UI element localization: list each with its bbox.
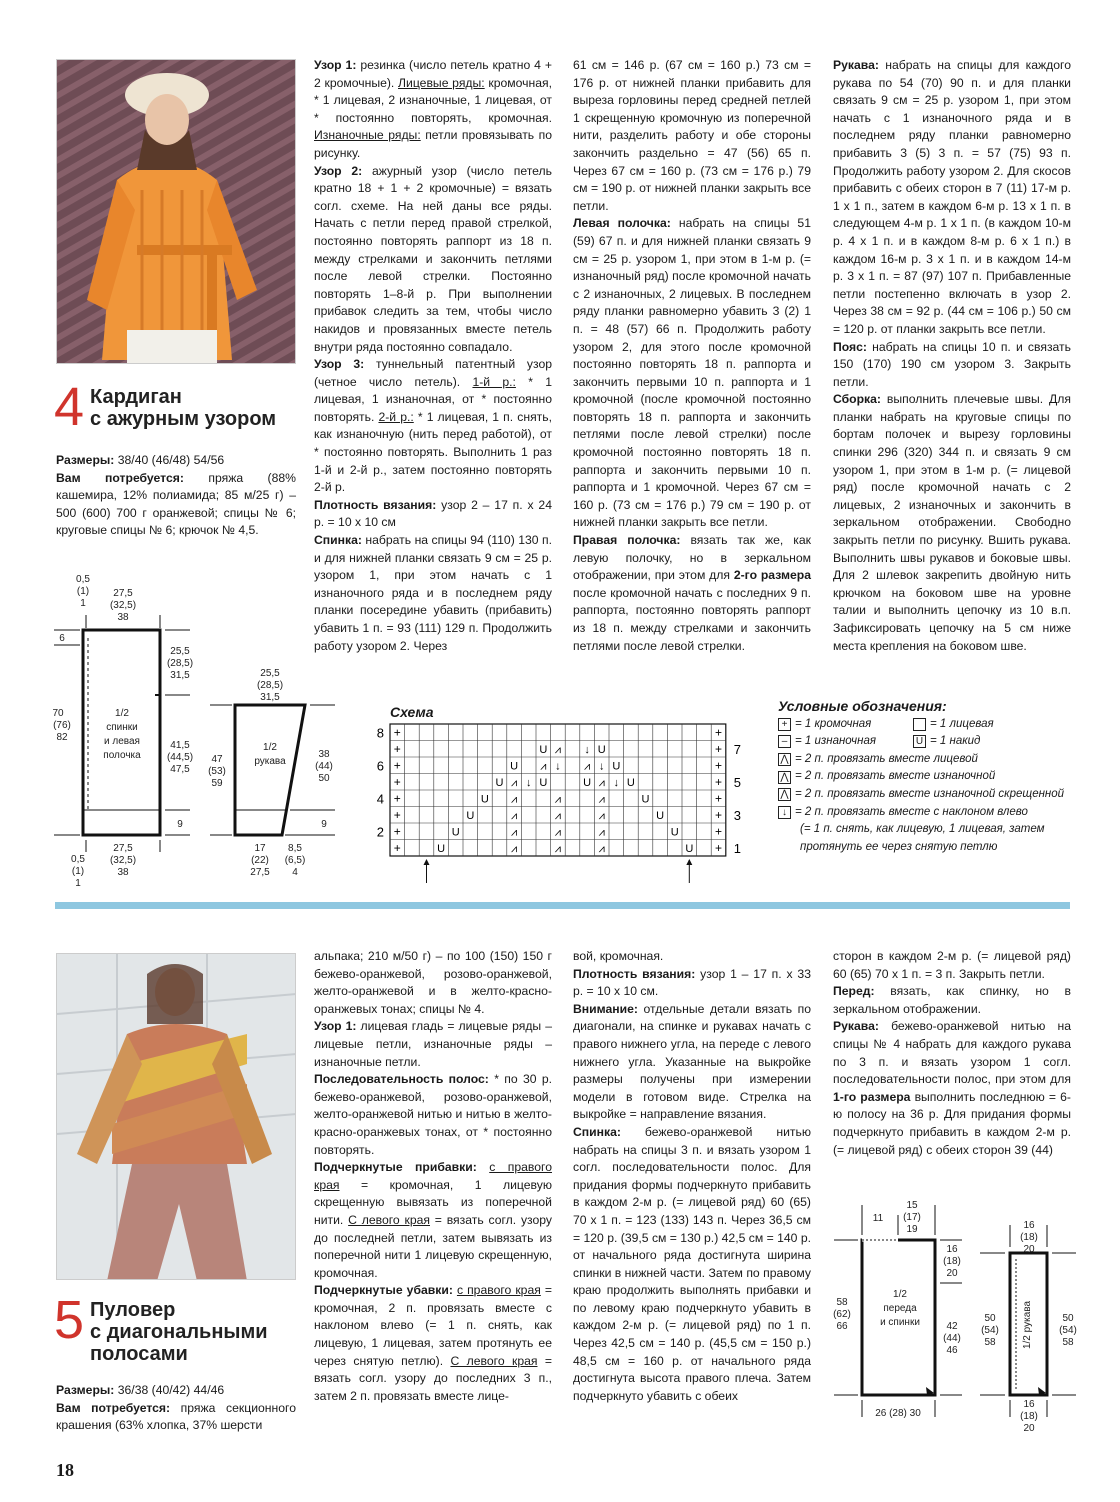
- article-4-number: 4: [54, 377, 85, 437]
- sleeves-text-5b: выполнить последнюю = 6-ю полосу на 36 р. Для придания формы подчеркнуто прибавить в каждом 2-м р. (= лицевой ряд) с обеих сторон 39 (44): [833, 1089, 1071, 1157]
- chart-stitch-symbol: ⩘: [554, 809, 562, 822]
- dim-b275: 27,5: [113, 843, 133, 854]
- chart-stitch-symbol: U: [451, 826, 460, 839]
- chart-edge-stitch: +: [393, 824, 401, 839]
- chart-stitch-symbol: ⩘: [554, 842, 562, 855]
- dim-20: 20: [946, 1268, 958, 1279]
- uzor3-text-b: * 1 лицевая, 1 изнаночная, от * постоянно повторять.: [314, 374, 552, 424]
- uzor3-row2: 2-й р.:: [378, 409, 414, 424]
- stitch-chart: [365, 718, 765, 883]
- back-text-cont: 61 см = 146 р. (67 см = 160 р.) 73 см = 176 р. от нижней планки прибавить для выреза горловины перед средней петлей 1 скрещенную кромочную из поперечной нити, разделить работу и обе стороны закончить раздельно = 47 (56) 65 п. Через 67 см = 160 р. (73 см = 176 р.) 79 см = 190 р. от нижней планки закрыть все петли.: [573, 58, 811, 213]
- chart-edge-stitch: +: [714, 824, 723, 839]
- chart-stitch-symbol: ⩘: [598, 842, 605, 855]
- purl-stitch-icon: –: [778, 735, 791, 748]
- chart-row-number: 7: [733, 741, 742, 757]
- sizes-value: 38/40 (46/48) 54/56: [114, 453, 225, 467]
- chart-row-number: 4: [376, 791, 384, 807]
- chart-stitch-symbol: ⩘: [583, 760, 591, 773]
- dim-19: 19: [906, 1224, 918, 1235]
- dim-315: 31,5: [170, 670, 190, 681]
- uzor2-text: ажурный узор (число петель кратно 18 + 1 + 2 кромочные) = вязать согл. схеме. На ней даны все ряды. Начать с петли перед правой стрелкой, постоянно повторять раппорт из 18 п. между стрелками и закончить петлями после левой стрелки. Постоянно повторять 1–8-й р. При выполнении прибавок следить за тем, чтобы число накидов и провязанных вместе петель внутри ряда постоянно совпадало.: [314, 163, 552, 354]
- sleeve-label-1: 1/2: [263, 742, 277, 753]
- chart-row-number: 8: [376, 725, 384, 741]
- chart-edge-stitch: +: [393, 725, 401, 740]
- back-label-2: спинки: [106, 722, 138, 733]
- dim-42: 42: [946, 1321, 958, 1332]
- uzor1-text-5: лицевая гладь = лицевые ряды – лицевые петли, изнаночные ряды – изнаночные петли.: [314, 1019, 552, 1069]
- chart-stitch-symbol: U: [495, 776, 504, 789]
- decreases-label: Подчеркнутые убавки:: [314, 1283, 453, 1298]
- dim-26: 26 (28) 30: [875, 1408, 921, 1419]
- dim-70: 70: [52, 708, 64, 719]
- legend-k2tog: = 2 п. провязать вместе лицевой: [795, 752, 978, 765]
- chart-stitch-symbol: ⩘: [510, 776, 518, 789]
- dim-t16: 16: [1023, 1220, 1035, 1231]
- dim-b18: (18): [1020, 1411, 1038, 1422]
- dim-15: 15: [906, 1200, 918, 1211]
- chart-row-number: 5: [733, 774, 742, 790]
- chart-row-number: 2: [376, 824, 384, 840]
- chart-stitch-symbol: ⩘: [510, 826, 518, 839]
- dim-17b: (17): [903, 1212, 921, 1223]
- chart-stitch-symbol: U: [466, 809, 475, 822]
- uzor1-rs: Лицевые ряды:: [398, 75, 485, 90]
- dim-b325: (32,5): [109, 855, 137, 866]
- dim-s50: 50: [318, 773, 330, 784]
- needs-cont: альпака; 210 м/50 г) – по 100 (150) 150 г бежево-оранжевой, розово-оранжевой, желто-оранжевой и в желто-красно-оранжевых тонах; спицы № 4.: [314, 949, 552, 1016]
- dim-4: 4: [292, 867, 298, 878]
- increases-right: с правого края: [314, 1160, 552, 1192]
- chart-stitch-symbol: ⩘: [554, 793, 562, 806]
- chart-stitch-symbol: U: [597, 743, 606, 756]
- dim-255: 25,5: [170, 646, 190, 657]
- right-front-size: 2-го размера: [733, 568, 811, 583]
- density-label-5: Плотность вязания:: [573, 966, 696, 981]
- sleeve-label-2: рукава: [254, 756, 286, 767]
- dim-t20: 20: [1023, 1244, 1035, 1255]
- dim-62: (62): [833, 1309, 851, 1320]
- chart-stitch-symbol: ↓: [555, 760, 561, 773]
- dim-50: 50: [984, 1313, 996, 1324]
- density-text: узор 2 – 17 п. х 24 р. = 10 х 10 см: [314, 497, 552, 530]
- dim-54: (54): [981, 1325, 999, 1336]
- front-label-3: и спинки: [880, 1317, 920, 1328]
- article-4-column-4: [833, 57, 1071, 655]
- dim-66: 66: [836, 1321, 848, 1332]
- dim-16: 16: [946, 1244, 958, 1255]
- chart-edge-stitch: +: [393, 791, 401, 806]
- increases-text: = кромочная, 1 лицевую скрещенную вывязать из поперечной нити.: [314, 1177, 552, 1227]
- chart-edge-stitch: +: [714, 758, 723, 773]
- pullover-schematic: [830, 1195, 1080, 1435]
- chart-title: Схема: [390, 704, 434, 720]
- increases-text-b: = вязать согл. узору до последней петли, затем вывязать из поперечной нити 1 лицевую скрещенную, кромочная.: [314, 1212, 553, 1280]
- chart-row-number: 1: [733, 840, 742, 856]
- left-front-label: Левая полочка:: [573, 216, 671, 231]
- sizes-label: Размеры:: [56, 453, 115, 467]
- legend-skp-note-1: (= 1 п. снять, как лицевую, 1 лицевая, затем: [800, 823, 1045, 836]
- yarn-over-icon: U: [913, 735, 926, 748]
- chart-stitch-symbol: U: [641, 793, 650, 806]
- article-4-title-line1: Кардиган: [90, 386, 182, 408]
- chart-stitch-symbol: ↓: [525, 776, 532, 789]
- dim-59: 59: [211, 778, 223, 789]
- dim-1b: 1: [80, 598, 86, 609]
- dim-s38: 38: [318, 749, 330, 760]
- chart-stitch-symbol: U: [656, 809, 665, 822]
- chart-stitch-symbol: U: [626, 776, 635, 789]
- section-divider: [55, 902, 1070, 909]
- uzor1-text-c: петли провязывать по рисунку.: [314, 128, 552, 160]
- chart-stitch-symbol: U: [437, 842, 446, 855]
- belt-label: Пояс:: [833, 339, 867, 354]
- back-label-1: 1/2: [115, 708, 129, 719]
- front-text: вязать, как спинку, но в зеркальном отображении.: [833, 984, 1071, 1016]
- dim-44: (44): [943, 1333, 961, 1344]
- chart-edge-stitch: +: [393, 741, 401, 756]
- chart-stitch-symbol: U: [583, 776, 592, 789]
- chart-stitch-symbol: ⩘: [554, 743, 562, 756]
- k2tog-icon: ⋀: [778, 753, 791, 766]
- chart-stitch-symbol: ⩘: [598, 826, 605, 839]
- dim-11: 11: [872, 1213, 884, 1224]
- p2tog-icon: ⋀: [778, 771, 791, 784]
- sizes-value-5: 36/38 (40/42) 44/46: [114, 1383, 225, 1397]
- cardigan-photo: [56, 59, 296, 364]
- article-4-title-line2: с ажурным узором: [90, 408, 277, 430]
- legend-p2tog: = 2 п. провязать вместе изнаночной: [795, 770, 996, 783]
- chart-stitch-symbol: ⩘: [510, 842, 518, 855]
- sequence-label: Последовательность полос:: [314, 1072, 489, 1087]
- note-label: Внимание:: [573, 1001, 638, 1016]
- dim-b16: 16: [1023, 1399, 1035, 1410]
- dim-r50: 50: [1062, 1313, 1074, 1324]
- note-text: отдельные детали вязать по диагонали, на спинке и рукавах начать с правого нижнего угла, на переде с левого нижнего угла. Указанные на выкройке размеры получены при измерении модели в готовом виде. Стрелка на выкройке = направление вязания.: [573, 1001, 811, 1122]
- article-5-number: 5: [54, 1290, 85, 1350]
- front-label-1: 1/2: [893, 1289, 907, 1300]
- needs-value: пряжа (88% кашемира, 12% полиамида; 85 м/25 г) – 500 (600) 700 г оранжевой; спицы № 6; круговые спицы № 6; крючок № 4,5.: [56, 470, 296, 538]
- legend: [778, 698, 1078, 856]
- article-4-column-3: [573, 57, 811, 655]
- legend-purl: = 1 изнаночная: [795, 735, 876, 748]
- chart-edge-stitch: +: [393, 758, 401, 773]
- dim-475: 47,5: [170, 764, 190, 775]
- chart-stitch-symbol: ⩘: [598, 776, 605, 789]
- right-front-text: вязать так же, как левую полочку, но в зеркальном отображении, при этом для: [573, 533, 812, 583]
- chart-edge-stitch: +: [393, 840, 401, 855]
- chart-edge-stitch: +: [714, 840, 723, 855]
- density-text-5: узор 1 – 17 п. х 33 р. = 10 х 10 см.: [573, 966, 811, 999]
- chart-stitch-symbol: ↓: [613, 776, 620, 789]
- chart-stitch-symbol: U: [670, 826, 679, 839]
- chart-stitch-symbol: ↓: [584, 743, 590, 756]
- legend-title: Условные обозначения:: [778, 698, 947, 714]
- article-5-title-line2: с диагональными: [90, 1321, 268, 1343]
- sleeves-label-5: Рукава:: [833, 1019, 879, 1034]
- sizes-label-5: Размеры:: [56, 1383, 115, 1397]
- legend-skp-note-2: протянуть ее через снятую петлю: [800, 840, 998, 853]
- dim-b20: 20: [1023, 1423, 1035, 1434]
- dim-47: 47: [211, 754, 223, 765]
- sleeves-size: 1-го размера: [833, 1089, 911, 1104]
- dim-s285: (28,5): [256, 680, 284, 691]
- dim-b05: 0,5: [71, 854, 85, 865]
- dim-s255: 25,5: [260, 668, 280, 679]
- chart-edge-stitch: +: [714, 725, 723, 740]
- back-label-5: Спинка:: [573, 1124, 621, 1139]
- dim-46: 46: [946, 1345, 958, 1356]
- needs-value-5: пряжа секционного крашения (63% хлопка, 37% шерсти: [56, 1400, 296, 1433]
- article-4-title: [54, 377, 277, 437]
- article-5-title-line3: полосами: [90, 1343, 188, 1365]
- article-5-column-2: [314, 948, 552, 1405]
- dim-22: (22): [251, 855, 269, 866]
- uzor3-text: туннельный патентный узор (четное число петель).: [314, 357, 553, 389]
- chart-stitch-symbol: ⩘: [598, 793, 605, 806]
- legend-yo: = 1 накид: [930, 735, 981, 748]
- dim-325: (32,5): [109, 600, 137, 611]
- front-label: Перед:: [833, 984, 875, 999]
- dim-b38: 38: [117, 867, 129, 878]
- legend-skp: = 2 п. провязать вместе с наклоном влево: [795, 805, 1028, 818]
- sleeves-label: Рукава:: [833, 58, 879, 72]
- p2tog-tbl-icon: ⋀: [778, 788, 791, 801]
- article-5-materials: [56, 1382, 296, 1435]
- dim-65: (6,5): [284, 855, 306, 866]
- chart-stitch-symbol: ⩘: [510, 793, 518, 806]
- left-front-text: набрать на спицы 51 (59) 67 п. и для нижней планки связать 9 см = 25 р. узором 1, при этом в 1-м р. (= изнаночный ряд) после кромочной начать с 2 изнаночных, 2 лицевых. В последнем ряду планки равномерно убавить 3 (2) 1 п. = 48 (57) 66 п. Продолжить работу узором 2, для этого после кромочной постоянно повторять 18 п. раппорта и закончить первыми 10 п. раппорта и 1 кромочной (после кромочной постоянно повторять 18 п. раппорта и закончить петлями после левой стрелки) после кромочной постоянно повторять 18 п. раппорта и закончить первыми 10 п. раппорта и 1 кромочной. Через 67 см = 160 р. (73 см = 176 р.) 79 см = 190 р. от нижней планки закрыть все петли.: [573, 216, 811, 530]
- decreases-text: = кромочная, 2 п. провязать вместе с наклоном влево (= 1 п. снять, как лицевую, 1 лицевая, затем протянуть ее через снятую петлю).: [314, 1283, 552, 1368]
- back-cont-5: сторон в каждом 2-м р. (= лицевой ряд) 60 (65) 70 х 1 п. = 3 п. Закрыть петли.: [833, 949, 1071, 981]
- dim-17: 17: [254, 843, 266, 854]
- dim-t18: (18): [1020, 1232, 1038, 1243]
- decreases-text-b: = вязать согл. узору до последних 3 п., затем 2 п. провязать вместе лице-: [314, 1353, 552, 1403]
- sleeve-outline: [235, 705, 305, 835]
- dim-285: (28,5): [166, 658, 194, 669]
- density-label: Плотность вязания:: [314, 497, 437, 512]
- edge-stitch-icon: +: [778, 718, 791, 731]
- cardigan-photo-art: [57, 60, 296, 364]
- dim-58b: 58: [984, 1337, 996, 1348]
- back-label-4: полочка: [103, 750, 141, 761]
- dim-9: 9: [177, 819, 183, 830]
- dim-53: (53): [208, 766, 226, 777]
- dim-r54: (54): [1059, 1325, 1077, 1336]
- back-label-3: и левая: [104, 736, 140, 747]
- needs-label: Вам потребуется:: [56, 470, 184, 485]
- right-front-label: Правая полочка:: [573, 533, 681, 548]
- article-5-column-4: [833, 948, 1071, 1159]
- chart-edge-stitch: +: [393, 774, 401, 789]
- decreases-left: С левого края: [450, 1353, 538, 1368]
- chart-stitch-symbol: ⩘: [540, 760, 547, 773]
- dim-r58: 58: [1062, 1337, 1074, 1348]
- uzor3-text-c: * 1 лицевая, 1 п. снять, как изнаночную (нить перед работой), от * постоянно повторять. Выполнить 1 раз 1-й и 2-й р., затем постоянно повторять 2-й р.: [314, 409, 552, 495]
- dim-38: 38: [117, 612, 129, 623]
- dim-s315: 31,5: [260, 692, 280, 703]
- decreases-right: с правого края: [456, 1283, 541, 1298]
- dim-s9: 9: [321, 819, 327, 830]
- dim-s275: 27,5: [250, 867, 270, 878]
- article-5-title-line1: Пуловер: [90, 1299, 176, 1321]
- chart-edge-stitch: +: [393, 807, 401, 822]
- article-5-title: [54, 1290, 268, 1365]
- increases-label: Подчеркнутые прибавки:: [314, 1160, 477, 1175]
- legend-p2tog-tbl: = 2 п. провязать вместе изнаночной скрещенной: [795, 787, 1065, 800]
- uzor3-label: Узор 3:: [314, 357, 365, 372]
- uzor1-ws: Изнаночные ряды:: [314, 128, 421, 143]
- sleeves-text-5: бежево-оранжевой нитью на спицы № 4 набрать для каждого рукава по 3 п. и вязать узором 1 согл. последовательности полос, при этом для: [833, 1019, 1071, 1087]
- chart-stitch-symbol: U: [539, 743, 548, 756]
- knit-stitch-icon: [913, 718, 926, 731]
- back-text: набрать на спицы 94 (110) 130 п. и для нижней планки связать 9 см = 25 р. узором 1, при этом начать с 1 изнаночного ряда и в последнем ряду планки посередине убавить (прибавить) убавить 1 п. = 93 (111) 129 п. Продолжить работу узором 2. Через: [314, 533, 552, 653]
- pullover-photo-art: [57, 954, 296, 1280]
- dim-445: (44,5): [166, 752, 194, 763]
- chart-edge-stitch: +: [714, 741, 723, 756]
- decreases-cont: вой, кромочная.: [573, 949, 664, 963]
- chart-stitch-symbol: ⩘: [554, 826, 562, 839]
- dim-58: 58: [836, 1297, 848, 1308]
- right-front-text-b: после кромочной начать с последних 9 п. раппорта, постоянно повторять раппорт из 18 п. между стрелками и закончить петлями после левой стрелки.: [573, 585, 811, 653]
- belt-text: набрать на спицы 10 п. и связать 150 (170) 190 см узором 3. Закрыть петли.: [833, 339, 1071, 389]
- chart-stitch-symbol: ⩘: [598, 809, 605, 822]
- dim-415: 41,5: [170, 740, 190, 751]
- chart-edge-stitch: +: [714, 774, 723, 789]
- dim-b1a: (1): [71, 866, 85, 877]
- chart-edge-stitch: +: [714, 807, 723, 822]
- sleeve-label-5: 1/2 рукава: [1022, 1300, 1033, 1350]
- back-text-5: бежево-оранжевой нитью набрать на спицы 3 п. и вязать узором 1 согл. последовательности полос. Для придания формы подчеркнуто прибавить в каждом 2-м р. (= лицевой ряд) 60 (65) 70 х 1 п. = 123 (133) 143 п. Через 36,5 см = 120 р. (39,5 см = 130 р.) 42,5 см = 140 р. от начального ряда достигнута ширина спинки в нижней части. Затем по правому краю продолжить выполнять прибавки и по левому краю подчеркнуто убавить в каждом 2-м р. (= лицевой ряд) по 1 п. Через 42,5 см = 140 р. (45,5 см = 150 р.) 48,5 см = 160 р. от начального ряда достигнута высота правого плеча. Затем подчеркнуто убавить с обеих: [573, 1124, 811, 1403]
- dim-275: 27,5: [113, 588, 133, 599]
- uzor1-text-b: кромочная, * 1 лицевая, 2 изнаночные, 1 лицевая, от * постоянно повторять, кромочная.: [314, 75, 552, 125]
- cardigan-schematic: [50, 570, 350, 890]
- chart-stitch-symbol: ↓: [598, 760, 605, 773]
- back-label: Спинка:: [314, 533, 362, 548]
- uzor1-label-5: Узор 1:: [314, 1019, 357, 1034]
- chart-row-number: 6: [376, 758, 384, 774]
- article-4-column-2: [314, 57, 552, 655]
- chart-stitch-symbol: U: [612, 760, 621, 773]
- dim-18: (18): [943, 1256, 961, 1267]
- uzor1-text: резинка (число петель кратно 4 + 2 кромочные).: [314, 58, 552, 90]
- legend-knit: = 1 лицевая: [930, 717, 994, 730]
- skp-icon: ↓: [778, 806, 791, 819]
- dim-85: 8,5: [288, 843, 302, 854]
- article-5-column-3: [573, 948, 811, 1405]
- sequence-text: * по 30 р. бежево-оранжевой, розово-оранжевой, желто-оранжевой нитью и нитью в желто-красно-оранжевых тонах, от * постоянно повторять.: [314, 1072, 552, 1157]
- chart-edge-stitch: +: [714, 791, 723, 806]
- chart-stitch-symbol: U: [510, 760, 519, 773]
- dim-b1: 1: [75, 878, 81, 889]
- assembly-label: Сборка:: [833, 392, 881, 407]
- page-number: 18: [56, 1460, 74, 1480]
- dim-05: 0,5: [76, 574, 90, 585]
- chart-stitch-symbol: ⩘: [510, 809, 518, 822]
- sleeves-text: набрать на спицы для каждого рукава по 54 (70) 90 п. и для планки связать 9 см = 25 р. узором 1, при этом начать с 1 изнаночного ряда и в последнем ряду планки равномерно прибавить 3 (5) 3 п. = 57 (75) 93 п. Продолжить работу узором 2. Для скосов прибавить с обеих сторон в 7 (11) 17-м р. 1 х 1 п., затем в каждом 6-м р. 13 х 1 п. в следующем 4-м р. 1 х 1 п. (в каждом 10-м р. 4 х 1 п. и в каждом 8-м р. 6 х 1 п.) в каждом 16-м р. 3 х 1 п. и в каждом 14-м р. 3 х 1 п. = 87 (97) 107 п. Прибавленные петли постепенно включать в узор 2. Через 38 см = 92 р. (44 см = 106 р.) 50 см = 120 р. от планки закрыть все петли.: [833, 58, 1071, 336]
- chart-stitch-symbol: U: [685, 842, 694, 855]
- dim-1a: (1): [76, 586, 90, 597]
- uzor2-label: Узор 2:: [314, 163, 363, 178]
- uzor3-row1: 1-й р.:: [472, 374, 516, 389]
- dim-6: 6: [59, 633, 65, 644]
- chart-stitch-symbol: U: [539, 776, 548, 789]
- assembly-text: выполнить плечевые швы. Для планки набрать на круговые спицы по бортам полочек и вырезу горловины спинки 296 (320) 344 п. и связать 9 см узором 1, при этом в 1-м р. (= лицевой ряд) после кромочной начать с 2 лицевых, 2 изнаночных и закончить в зеркальном отображении. Свободно закрыть петли по рисунку. Вшить рукава. Выполнить швы рукавов и боковые швы. Для 2 шлевок закрепить двойную нить крючком на боковом шве на уровне талии и выполнить цепочку из 10 в.п. Зафиксировать цепочку на 5 см ниже места крепления на боковом шве.: [833, 392, 1071, 653]
- chart-row-number: 3: [733, 807, 742, 823]
- pullover-photo: [56, 953, 296, 1280]
- dim-76: (76): [53, 720, 71, 731]
- chart-stitch-symbol: U: [480, 793, 489, 806]
- front-label-2: переда: [883, 1303, 917, 1314]
- dim-s44: (44): [315, 761, 333, 772]
- needs-label-5: Вам потребуется:: [56, 1400, 171, 1415]
- increases-left: С левого края: [348, 1212, 430, 1227]
- article-4-materials: [56, 452, 296, 540]
- dim-82: 82: [56, 732, 68, 743]
- uzor1-label: Узор 1:: [314, 58, 357, 72]
- legend-edge: = 1 кромочная: [795, 717, 872, 730]
